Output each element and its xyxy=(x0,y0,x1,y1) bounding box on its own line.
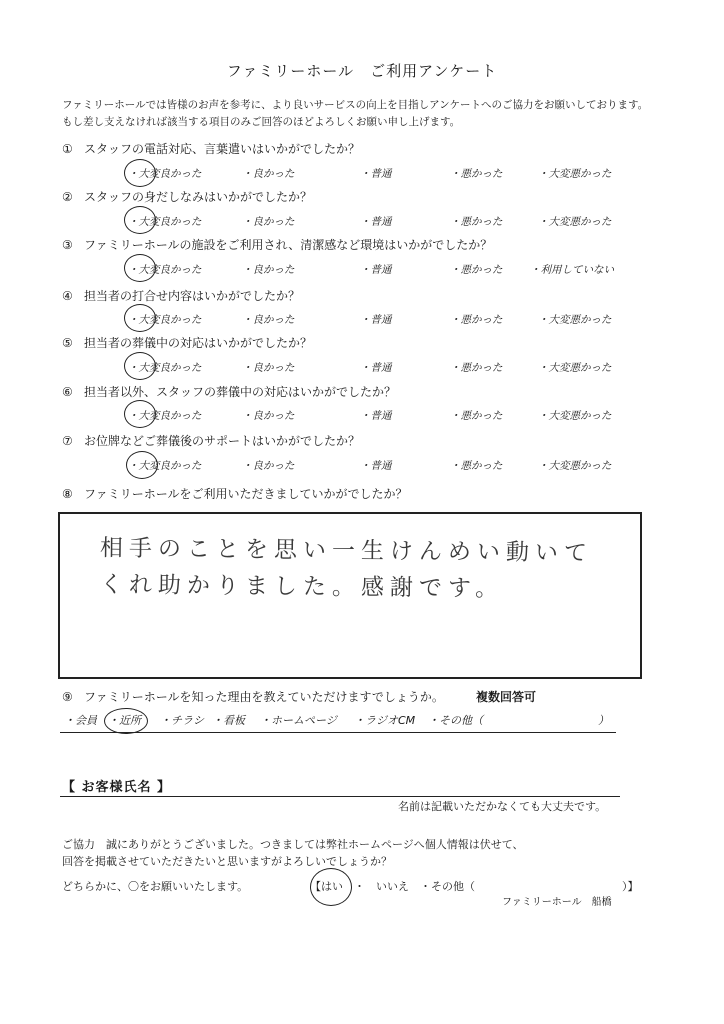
question-5-options xyxy=(0,360,724,376)
option-very-good[interactable]: ・大変良かった xyxy=(128,264,202,276)
option-bad[interactable]: ・悪かった xyxy=(450,264,503,276)
option-good[interactable]: ・良かった xyxy=(242,314,295,326)
source-option-other[interactable]: ・その他（ xyxy=(428,714,483,727)
option-normal[interactable]: ・普通 xyxy=(360,314,392,326)
option-normal[interactable]: ・普通 xyxy=(360,460,392,472)
selection-circle-mark xyxy=(124,206,156,234)
source-option-neighborhood[interactable]: ・近所 xyxy=(108,714,141,727)
option-bad[interactable]: ・悪かった xyxy=(450,314,503,326)
question-9: ⑨ ファミリーホールを知った理由を教えていただけますでしょうか。 xyxy=(62,690,444,704)
handwritten-comment-line-2: くれ助かりました。感謝です。 xyxy=(99,571,505,603)
option-very-good[interactable]: ・大変良かった xyxy=(128,410,202,422)
option-normal[interactable]: ・普通 xyxy=(360,410,392,422)
closing-line-1: ご協力 誠にありがとうございました。つきましては弊社ホームページへ個人情報は伏せて、 xyxy=(62,838,524,851)
question-4-options xyxy=(0,312,724,328)
option-very-good[interactable]: ・大変良かった xyxy=(128,460,202,472)
source-option-flyer[interactable]: ・チラシ xyxy=(160,714,204,727)
option-normal[interactable]: ・普通 xyxy=(360,168,392,180)
question-7: ⑦ お位牌などご葬儀後のサポートはいかがでしたか？ xyxy=(62,434,361,448)
question-4: ④ 担当者の打合せ内容はいかがでしたか？ xyxy=(62,289,301,303)
name-optional-note: 名前は記載いただかなくても大丈夫です。 xyxy=(398,800,607,813)
option-very-bad[interactable]: ・大変悪かった xyxy=(538,410,612,422)
option-bad[interactable]: ・悪かった xyxy=(450,410,503,422)
closing-line-3: どちらかに、〇をお願いいたします。 xyxy=(62,880,249,893)
selection-circle-mark xyxy=(124,159,156,187)
question-1: ① スタッフの電話対応、言葉遣いはいかがでしたか？ xyxy=(62,142,361,156)
intro-line-1: ファミリーホールでは皆様のお声を参考に、より良いサービスの向上を目指しアンケートへのご協力をお願いしております。 xyxy=(62,99,649,111)
option-good[interactable]: ・良かった xyxy=(242,460,295,472)
option-very-bad[interactable]: ・大変悪かった xyxy=(538,216,612,228)
option-good[interactable]: ・良かった xyxy=(242,362,295,374)
option-bad[interactable]: ・悪かった xyxy=(450,460,503,472)
customer-name-label: 【 お客様氏名 】 xyxy=(62,780,172,795)
option-normal[interactable]: ・普通 xyxy=(360,264,392,276)
option-very-bad[interactable]: ・大変悪かった xyxy=(538,460,612,472)
consent-choices-end: ）】 xyxy=(622,880,639,893)
intro-line-2: もし差し支えなければ該当する項目のみご回答のほどよろしくお願い申し上げます。 xyxy=(62,116,461,128)
option-very-good[interactable]: ・大変良かった xyxy=(128,314,202,326)
question-2: ② スタッフの身だしなみはいかがでしたか？ xyxy=(62,190,313,204)
selection-circle-mark xyxy=(126,451,158,479)
option-good[interactable]: ・良かった xyxy=(242,216,295,228)
page-title: ファミリーホール ご利用アンケート xyxy=(226,62,498,80)
handwritten-comment-line-1: 相手のことを思い一生けんめい動いて xyxy=(99,535,594,567)
selection-circle-mark xyxy=(124,254,156,282)
selection-circle-mark xyxy=(124,304,156,332)
signature: ファミリーホール 船橋 xyxy=(502,897,612,908)
multiple-answers-note: 複数回答可 xyxy=(476,690,537,704)
source-option-homepage[interactable]: ・ホームページ xyxy=(260,714,337,727)
question-6: ⑥ 担当者以外、スタッフの葬儀中の対応はいかがでしたか？ xyxy=(62,385,397,399)
source-option-other-close: ） xyxy=(598,714,609,727)
source-option-member[interactable]: ・会員 xyxy=(64,714,97,727)
comment-box[interactable] xyxy=(58,512,642,679)
option-very-good[interactable]: ・大変良かった xyxy=(128,216,202,228)
question-6-options xyxy=(0,408,724,424)
option-very-good[interactable]: ・大変良かった xyxy=(128,362,202,374)
option-bad[interactable]: ・悪かった xyxy=(450,168,503,180)
option-bad[interactable]: ・悪かった xyxy=(450,362,503,374)
option-very-good[interactable]: ・大変良かった xyxy=(128,168,202,180)
consent-choices[interactable]: 【はい ・ いいえ ・その他（ xyxy=(310,880,475,893)
option-normal[interactable]: ・普通 xyxy=(360,362,392,374)
option-very-bad[interactable]: ・大変悪かった xyxy=(538,314,612,326)
question-3-options xyxy=(0,262,724,278)
selection-circle-mark xyxy=(124,400,156,428)
option-bad[interactable]: ・悪かった xyxy=(450,216,503,228)
question-3: ③ ファミリーホールの施設をご利用され、清潔感など環境はいかがでしたか？ xyxy=(62,238,493,252)
question-8: ⑧ ファミリーホールをご利用いただきましていかがでしたか？ xyxy=(62,487,408,501)
question-5: ⑤ 担当者の葬儀中の対応はいかがでしたか？ xyxy=(62,336,313,350)
option-very-bad[interactable]: ・大変悪かった xyxy=(538,362,612,374)
selection-circle-mark xyxy=(310,868,352,906)
question-1-options xyxy=(0,166,724,182)
option-very-bad[interactable]: ・大変悪かった xyxy=(538,168,612,180)
customer-name-line xyxy=(60,796,620,797)
closing-line-2: 回答を掲載させていただきたいと思いますがよろしいでしょうか？ xyxy=(62,855,392,868)
source-row-underline xyxy=(60,732,616,733)
selection-circle-mark xyxy=(104,708,148,734)
option-normal[interactable]: ・普通 xyxy=(360,216,392,228)
selection-circle-mark xyxy=(124,352,156,380)
source-option-radio-cm[interactable]: ・ラジオCM xyxy=(354,714,416,727)
option-good[interactable]: ・良かった xyxy=(242,168,295,180)
question-2-options xyxy=(0,214,724,230)
option-good[interactable]: ・良かった xyxy=(242,410,295,422)
option-good[interactable]: ・良かった xyxy=(242,264,295,276)
source-option-signboard[interactable]: ・看板 xyxy=(212,714,245,727)
question-7-options xyxy=(0,458,724,474)
option-not-used[interactable]: ・利用していない xyxy=(530,264,614,276)
